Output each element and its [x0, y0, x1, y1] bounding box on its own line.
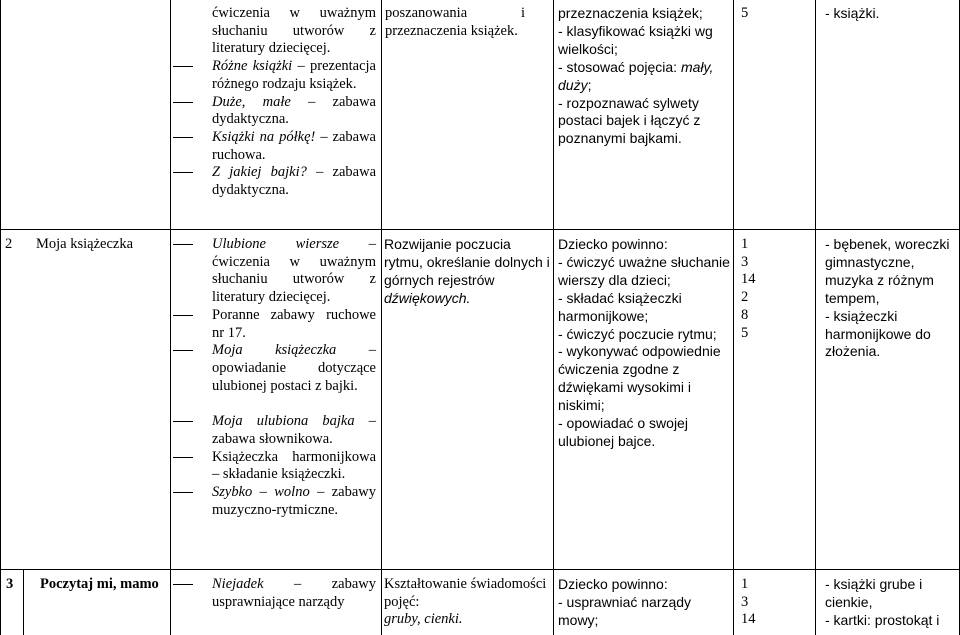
- outcome-line: - opowiadać o swojej ulubionej bajce.: [558, 415, 688, 449]
- activities-cell: [173, 576, 376, 611]
- activity-desc: – opowiadanie dotyczące ulubionej postaci z bajki.: [212, 342, 376, 394]
- activity-title: Ulubione wiersze: [212, 236, 340, 252]
- skill-number: 14: [741, 271, 756, 288]
- activity-desc: – zabawy usprawniające narządy: [212, 576, 376, 610]
- activity-title: Książki na półkę!: [212, 128, 316, 145]
- skill-number: 3: [741, 253, 749, 270]
- materials-text: - książki.: [825, 5, 880, 21]
- skill-number: 1: [741, 576, 749, 592]
- col-border: [0, 0, 1, 635]
- activity-item: [173, 58, 376, 93]
- materials-cell: [825, 236, 957, 361]
- skills-cell: [741, 5, 811, 23]
- skill-number: 14: [741, 611, 756, 628]
- activity-title: Moja ulubiona bajka: [212, 413, 355, 430]
- activity-title: Niejadek: [212, 576, 264, 592]
- activity-title: Duże, małe: [212, 93, 291, 110]
- goals-cell: [384, 576, 550, 629]
- outcome-line: - składać książeczki harmonijkowe;: [558, 289, 682, 324]
- skill-number: 3: [741, 593, 749, 610]
- materials-line: - kartki: prostokąt i: [825, 611, 940, 628]
- activity-desc: – zabawy muzyczno-rytmiczne.: [212, 484, 376, 518]
- skills-cell: [741, 236, 811, 342]
- outcomes-cell: [558, 5, 730, 148]
- activity-desc: – zabawa ruchowa.: [212, 128, 376, 163]
- outcome-line: Dziecko powinno:: [558, 236, 668, 252]
- activity-title: Różne książki: [212, 58, 293, 75]
- outcome-line: - klasyfikować książki wg wielkości;: [558, 22, 713, 57]
- col-border: [381, 0, 382, 635]
- activity-title: Moja książeczka: [212, 342, 337, 359]
- goals-cell: [385, 5, 525, 40]
- activity-desc: – zabawa słownikowa.: [212, 413, 376, 448]
- activity-item: [173, 129, 376, 164]
- goals-text: poszanowania i przeznaczenia książek.: [385, 5, 525, 39]
- outcomes-cell: [558, 576, 730, 630]
- section-title: Poczytaj mi, mamo: [40, 576, 159, 592]
- activity-item: [173, 413, 376, 448]
- activity-item: [173, 449, 376, 484]
- skill-number: 5: [741, 5, 749, 21]
- col-border: [170, 0, 171, 635]
- section-number: 3: [6, 576, 14, 592]
- materials-line: - bębenek, woreczki gimnastyczne, muzyka z różnym tempem,: [825, 236, 950, 306]
- activity-title: Z jakiej bajki?: [212, 164, 307, 181]
- activity-desc: – prezentacja różnego rodzaju książek.: [212, 58, 376, 92]
- outcome-line: - usprawniać narządy mowy;: [558, 593, 692, 628]
- col-border: [553, 0, 554, 635]
- col-border: [23, 569, 24, 635]
- row-border: [0, 569, 960, 570]
- activity-line: ćwiczenia w uważnym słuchaniu utworów z literatury dziecięcej.: [212, 5, 376, 57]
- activity-item: [173, 164, 376, 199]
- activity-item: [173, 236, 376, 307]
- goals-text: Rozwijanie poczucia rytmu, określanie dolnych i górnych rejestrów dźwiękowych.: [384, 236, 550, 306]
- activities-cell: [173, 5, 376, 200]
- materials-line: - książki grube i cienkie,: [825, 576, 923, 610]
- activity-desc: – zabawa dydaktyczna.: [212, 93, 376, 128]
- skill-number: 8: [741, 306, 749, 323]
- activity-item: [173, 576, 376, 611]
- outcome-line: - stosować pojęcia: mały, duży;: [558, 58, 714, 93]
- skills-cell: [741, 576, 811, 629]
- outcome-line: - rozpoznawać sylwety postaci bajek i łączyć z poznanymi bajkami.: [558, 94, 701, 147]
- outcome-italic: mały, duży: [558, 58, 714, 93]
- goals-text: Kształtowanie świadomości pojęć:: [384, 576, 547, 610]
- activity-desc: – ćwiczenia w uważnym słuchaniu utworów z literatury dziecięcej.: [212, 236, 376, 306]
- section-number: 2: [5, 236, 13, 252]
- outcomes-cell: [558, 236, 730, 451]
- section-title: Moja książeczka: [36, 236, 134, 252]
- activities-cell: [173, 236, 376, 520]
- outcome-line: - ćwiczyć poczucie rytmu;: [558, 325, 717, 342]
- activity-desc: Książeczka harmonijkowa – składanie książeczki.: [212, 448, 376, 483]
- skill-number: 1: [741, 236, 749, 252]
- activity-title: Szybko – wolno: [212, 484, 310, 501]
- goals-cell: [384, 236, 550, 308]
- skill-number: 5: [741, 324, 749, 341]
- outcome-line: - ćwiczyć uważne słuchanie wierszy dla dzieci;: [558, 253, 730, 288]
- row-border: [0, 229, 960, 230]
- outcome-line: - wykonywać odpowiednie ćwiczenia zgodne z dźwiękami wysokimi i niskimi;: [558, 343, 721, 414]
- activity-item: [173, 307, 376, 342]
- materials-cell: [825, 576, 957, 630]
- col-border: [815, 0, 816, 635]
- activity-item: [173, 342, 376, 395]
- activity-item: [173, 94, 376, 129]
- outcome-line: przeznaczenia książek;: [558, 5, 703, 21]
- activity-item: [173, 484, 376, 519]
- activity-desc: Poranne zabawy ruchowe nr 17.: [212, 306, 376, 341]
- materials-line: - książeczki harmonijkowe do złożenia.: [825, 307, 931, 360]
- col-border: [733, 0, 734, 635]
- goals-italic: gruby, cienki.: [384, 611, 463, 628]
- goals-italic: dźwiękowych.: [384, 289, 471, 306]
- skill-number: 2: [741, 289, 749, 306]
- materials-cell: [825, 5, 955, 23]
- outcome-line: Dziecko powinno:: [558, 576, 668, 592]
- activity-desc: – zabawa dydaktyczna.: [212, 164, 377, 199]
